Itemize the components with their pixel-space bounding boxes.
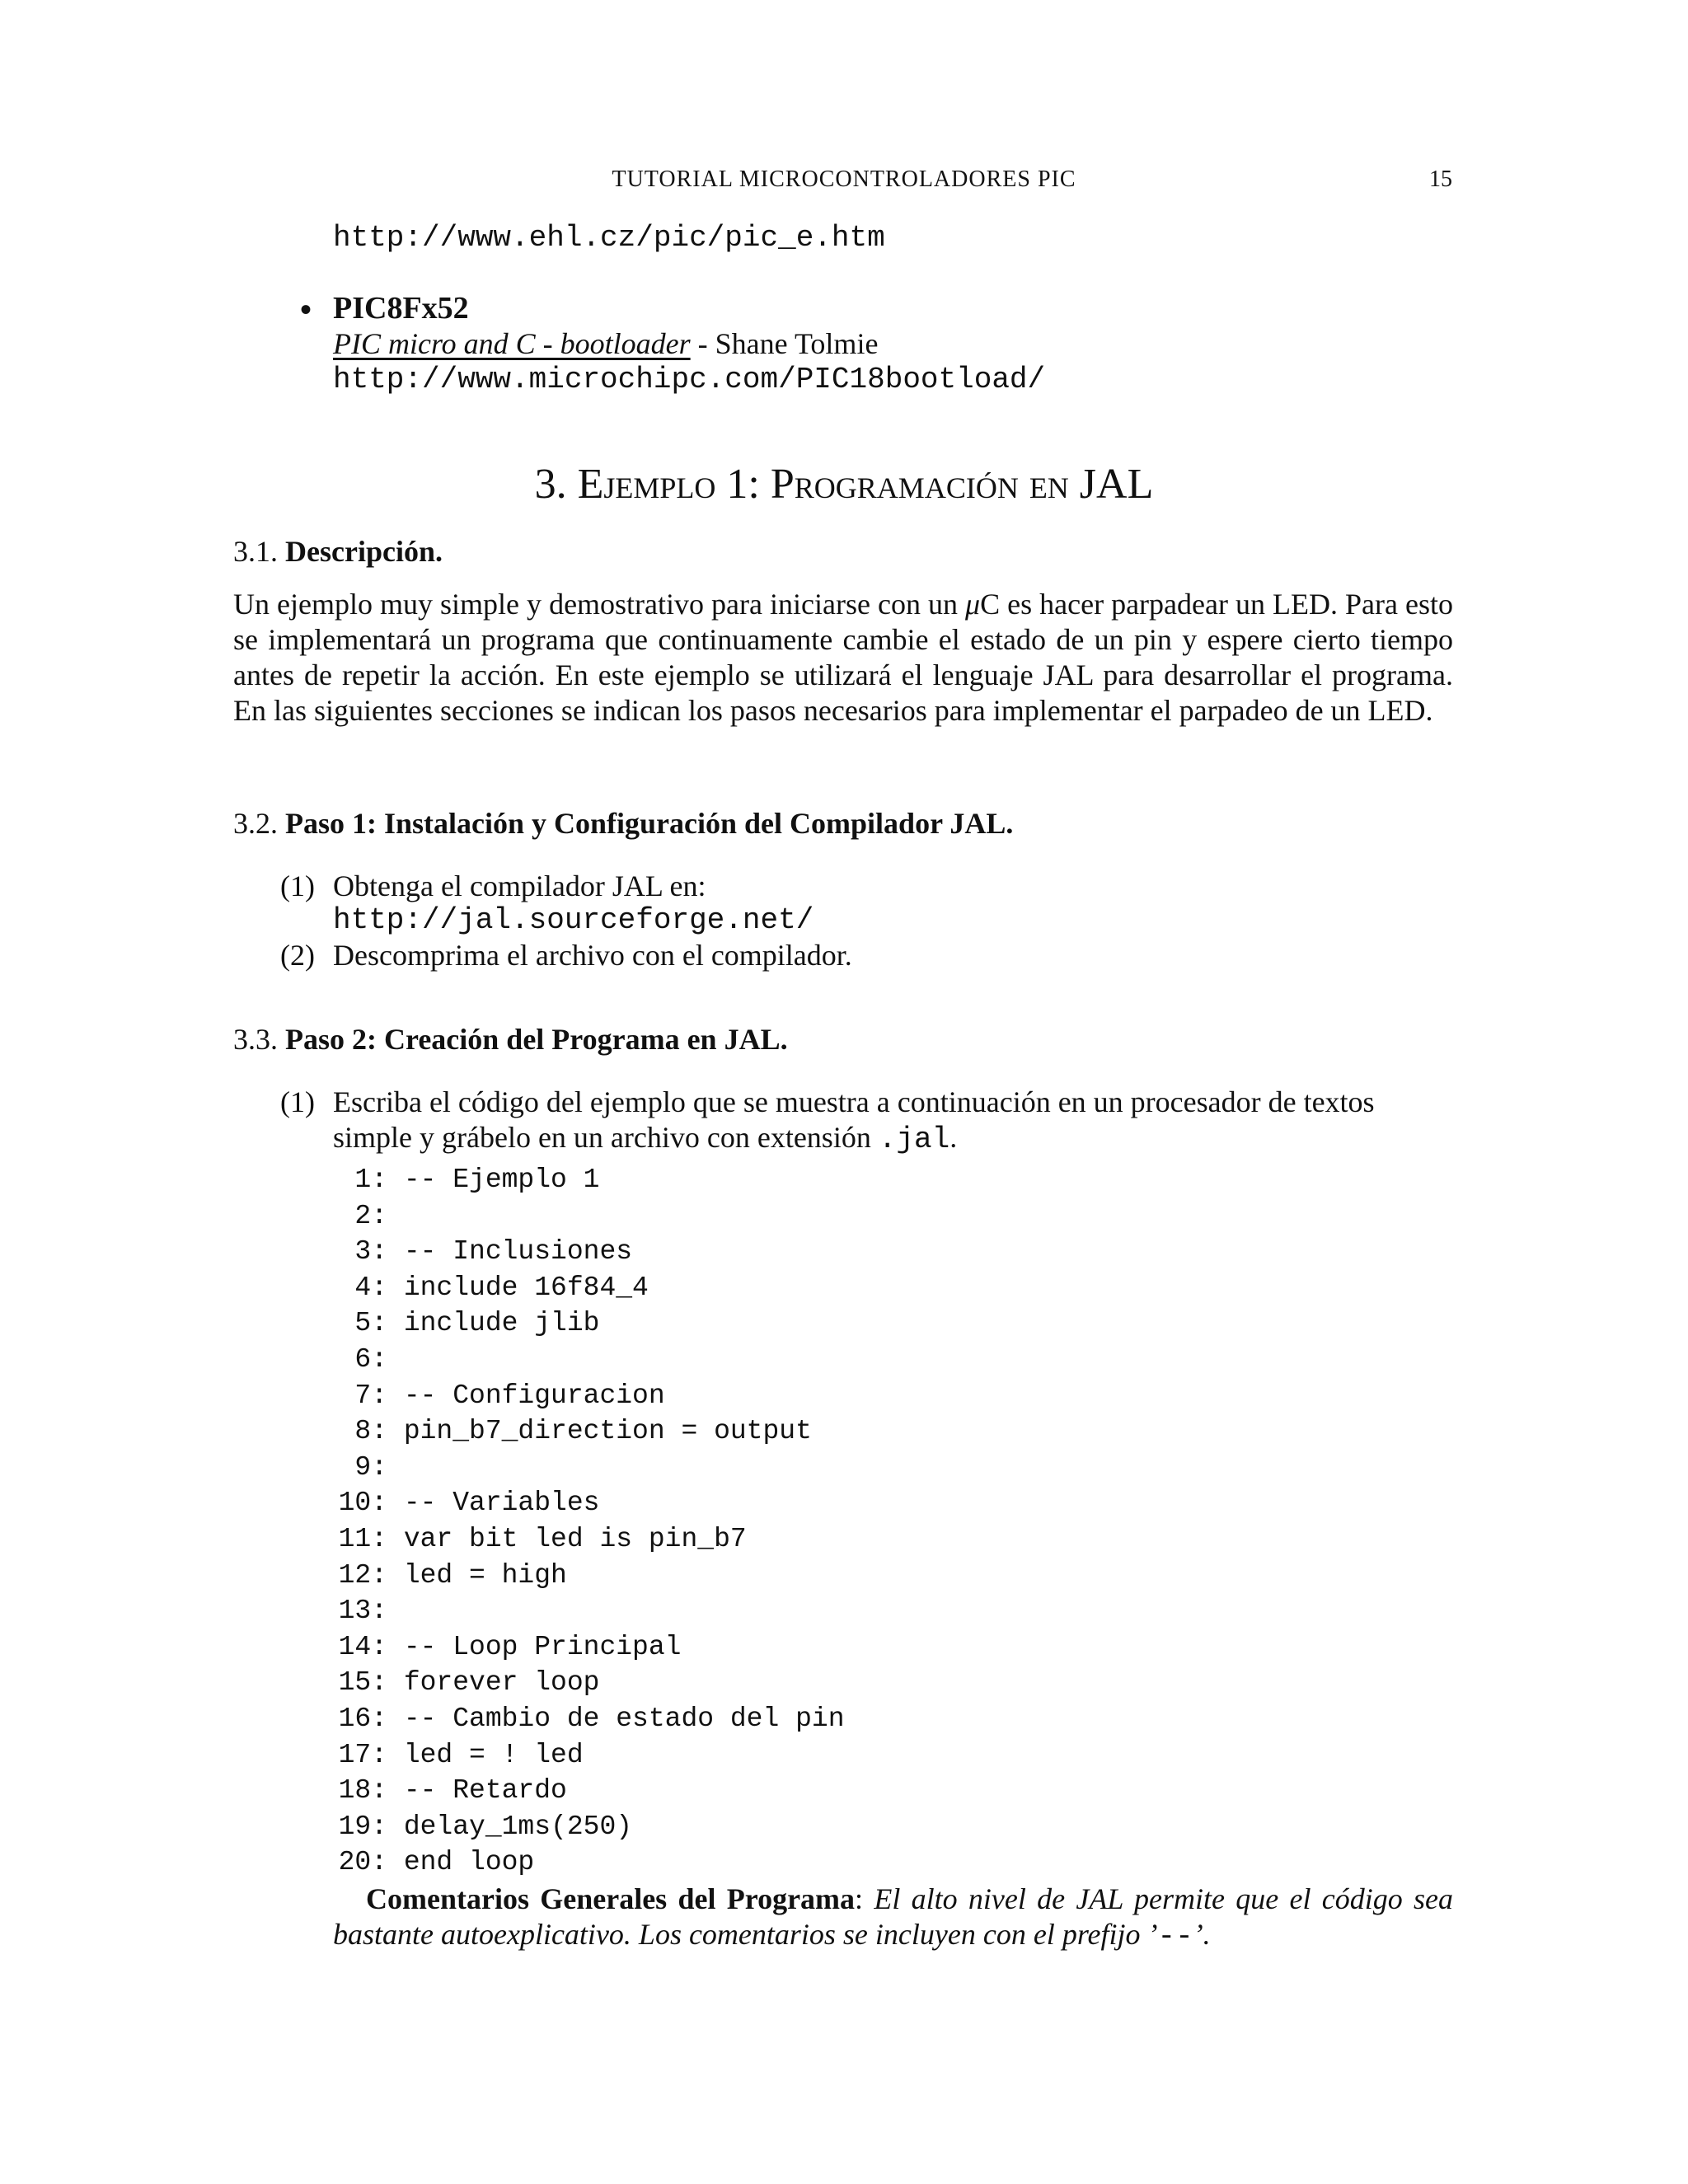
subsection-title: Paso 1: Instalación y Configuración del Compilador JAL.: [285, 807, 1014, 840]
code-line-number: 18:: [338, 1775, 387, 1807]
step-2-number: (2): [280, 939, 315, 972]
code-line-text: led = ! led: [403, 1739, 584, 1770]
code-line-number: 17:: [338, 1739, 387, 1770]
top-url: http://www.ehl.cz/pic/pic_e.htm: [333, 221, 885, 255]
code-line-text: var bit led is pin_b7: [403, 1523, 747, 1554]
code-line: [333, 1198, 845, 1235]
reference-author: - Shane Tolmie: [690, 327, 879, 360]
code-line: [333, 1558, 845, 1594]
jal-url: http://jal.sourceforge.net/: [333, 903, 814, 937]
code-line-text: -- Loop Principal: [403, 1631, 682, 1662]
code-line-text: include jlib: [403, 1308, 600, 1339]
code-line: [333, 1485, 845, 1521]
code-line: [333, 1342, 845, 1378]
subsection-title: Descripción.: [285, 535, 443, 568]
code-listing: [333, 1162, 845, 1881]
code-line-number: 7:: [354, 1380, 387, 1411]
code-line: [333, 1593, 845, 1629]
code-line: [333, 1378, 845, 1414]
code-line-text: -- Inclusiones: [403, 1236, 633, 1268]
page-number: 15: [1429, 166, 1452, 192]
code-line-text: end loop: [403, 1847, 535, 1878]
bullet-url: http://www.microchipc.com/PIC18bootload/: [333, 363, 1046, 396]
section-title: 3. Ejemplo 1: Programación en JAL: [534, 461, 1154, 508]
code-line-number: 4:: [354, 1272, 387, 1303]
code-line: [333, 1305, 845, 1342]
code-line-number: 10:: [338, 1488, 387, 1519]
mu-symbol: μ: [965, 588, 981, 621]
bullet-title: PIC8Fx52: [333, 291, 469, 326]
file-extension: .jal: [878, 1122, 950, 1156]
code-line-text: include 16f84_4: [403, 1272, 649, 1303]
code-line: [333, 1773, 845, 1809]
comments-paragraph: Comentarios Generales del Programa: El alto nivel de JAL permite que el código sea bastante autoexplicativo. Los comentarios se incluyen con el prefijo ’--’.: [333, 1882, 1453, 1953]
subsection-heading-3-3: [233, 1022, 788, 1057]
step-text-line2: simple y grábelo en un archivo con extensión .jal.: [333, 1121, 958, 1156]
running-title: TUTORIAL MICROCONTROLADORES PIC: [612, 166, 1076, 192]
code-line: [333, 1629, 845, 1666]
code-line: [333, 1162, 845, 1198]
code-line: [333, 1665, 845, 1701]
code-line-text: forever loop: [403, 1667, 600, 1699]
code-line-number: 3:: [354, 1236, 387, 1268]
code-line-text: -- Variables: [403, 1488, 600, 1519]
code-line-number: 8:: [354, 1416, 387, 1447]
subsection-number: 3.3.: [233, 1023, 278, 1056]
reference-title: PIC micro and C - bootloader: [333, 327, 691, 360]
step-text-line1: Escriba el código del ejemplo que se muestra a continuación en un procesador de textos: [333, 1085, 1375, 1118]
code-line-number: 13:: [338, 1596, 387, 1627]
step-1-number: (1): [280, 869, 315, 902]
code-line: [333, 1701, 845, 1737]
code-line-number: 2:: [354, 1200, 387, 1231]
code-line: [333, 1413, 845, 1450]
code-line-number: 20:: [338, 1847, 387, 1878]
step-1-text: Obtenga el compilador JAL en:: [333, 869, 706, 902]
code-line-number: 9:: [354, 1451, 387, 1483]
code-line: [333, 1450, 845, 1486]
code-line-number: 5:: [354, 1308, 387, 1339]
code-line-number: 19:: [338, 1811, 387, 1842]
subsection-number: 3.2.: [233, 807, 278, 840]
comment-prefix: --: [1157, 1919, 1193, 1953]
code-line-number: 12:: [338, 1559, 387, 1591]
code-line: [333, 1270, 845, 1306]
bullet-dot: •: [300, 291, 312, 328]
code-line-text: -- Cambio de estado del pin: [403, 1703, 845, 1734]
description-paragraph: Un ejemplo muy simple y demostrativo para iniciarse con un μC es hacer parpadear un LED. Para esto se implementará un programa que continuamente cambie el estado de un pin y espere cierto tiempo antes de repetir la acción. En este ejemplo se utilizará el lenguaje JAL para desarrollar el programa. En las siguientes secciones se indican los pasos necesarios para implementar el parpadeo de un LED.: [233, 588, 1453, 727]
code-line-number: 1:: [354, 1165, 387, 1195]
step-number: (1): [280, 1085, 315, 1118]
comments-label: Comentarios Generales del Programa: [366, 1882, 856, 1915]
code-line-number: 16:: [338, 1703, 387, 1734]
code-line: [333, 1737, 845, 1774]
subsection-title: Paso 2: Creación del Programa en JAL.: [285, 1023, 788, 1056]
code-line-text: pin_b7_direction = output: [403, 1416, 812, 1447]
code-line-number: 11:: [338, 1523, 387, 1554]
code-line-text: delay_1ms(250): [403, 1811, 633, 1842]
subsection-heading-3-2: [233, 806, 1013, 841]
code-line-text: led = high: [403, 1559, 567, 1591]
code-line: [333, 1521, 845, 1558]
bullet-reference: [333, 326, 878, 361]
code-line-text: -- Ejemplo 1: [403, 1165, 600, 1195]
code-line: [333, 1844, 845, 1881]
subsection-heading-3-1: [233, 534, 443, 569]
step-2-text: Descomprima el archivo con el compilador.: [333, 939, 852, 972]
code-line-text: -- Retardo: [403, 1775, 567, 1807]
code-line-text: -- Configuracion: [403, 1380, 665, 1411]
subsection-number: 3.1.: [233, 535, 278, 568]
code-line-number: 14:: [338, 1631, 387, 1662]
code-line-number: 15:: [338, 1667, 387, 1699]
code-line-number: 6:: [354, 1343, 387, 1375]
code-line: [333, 1234, 845, 1270]
code-line: [333, 1809, 845, 1845]
